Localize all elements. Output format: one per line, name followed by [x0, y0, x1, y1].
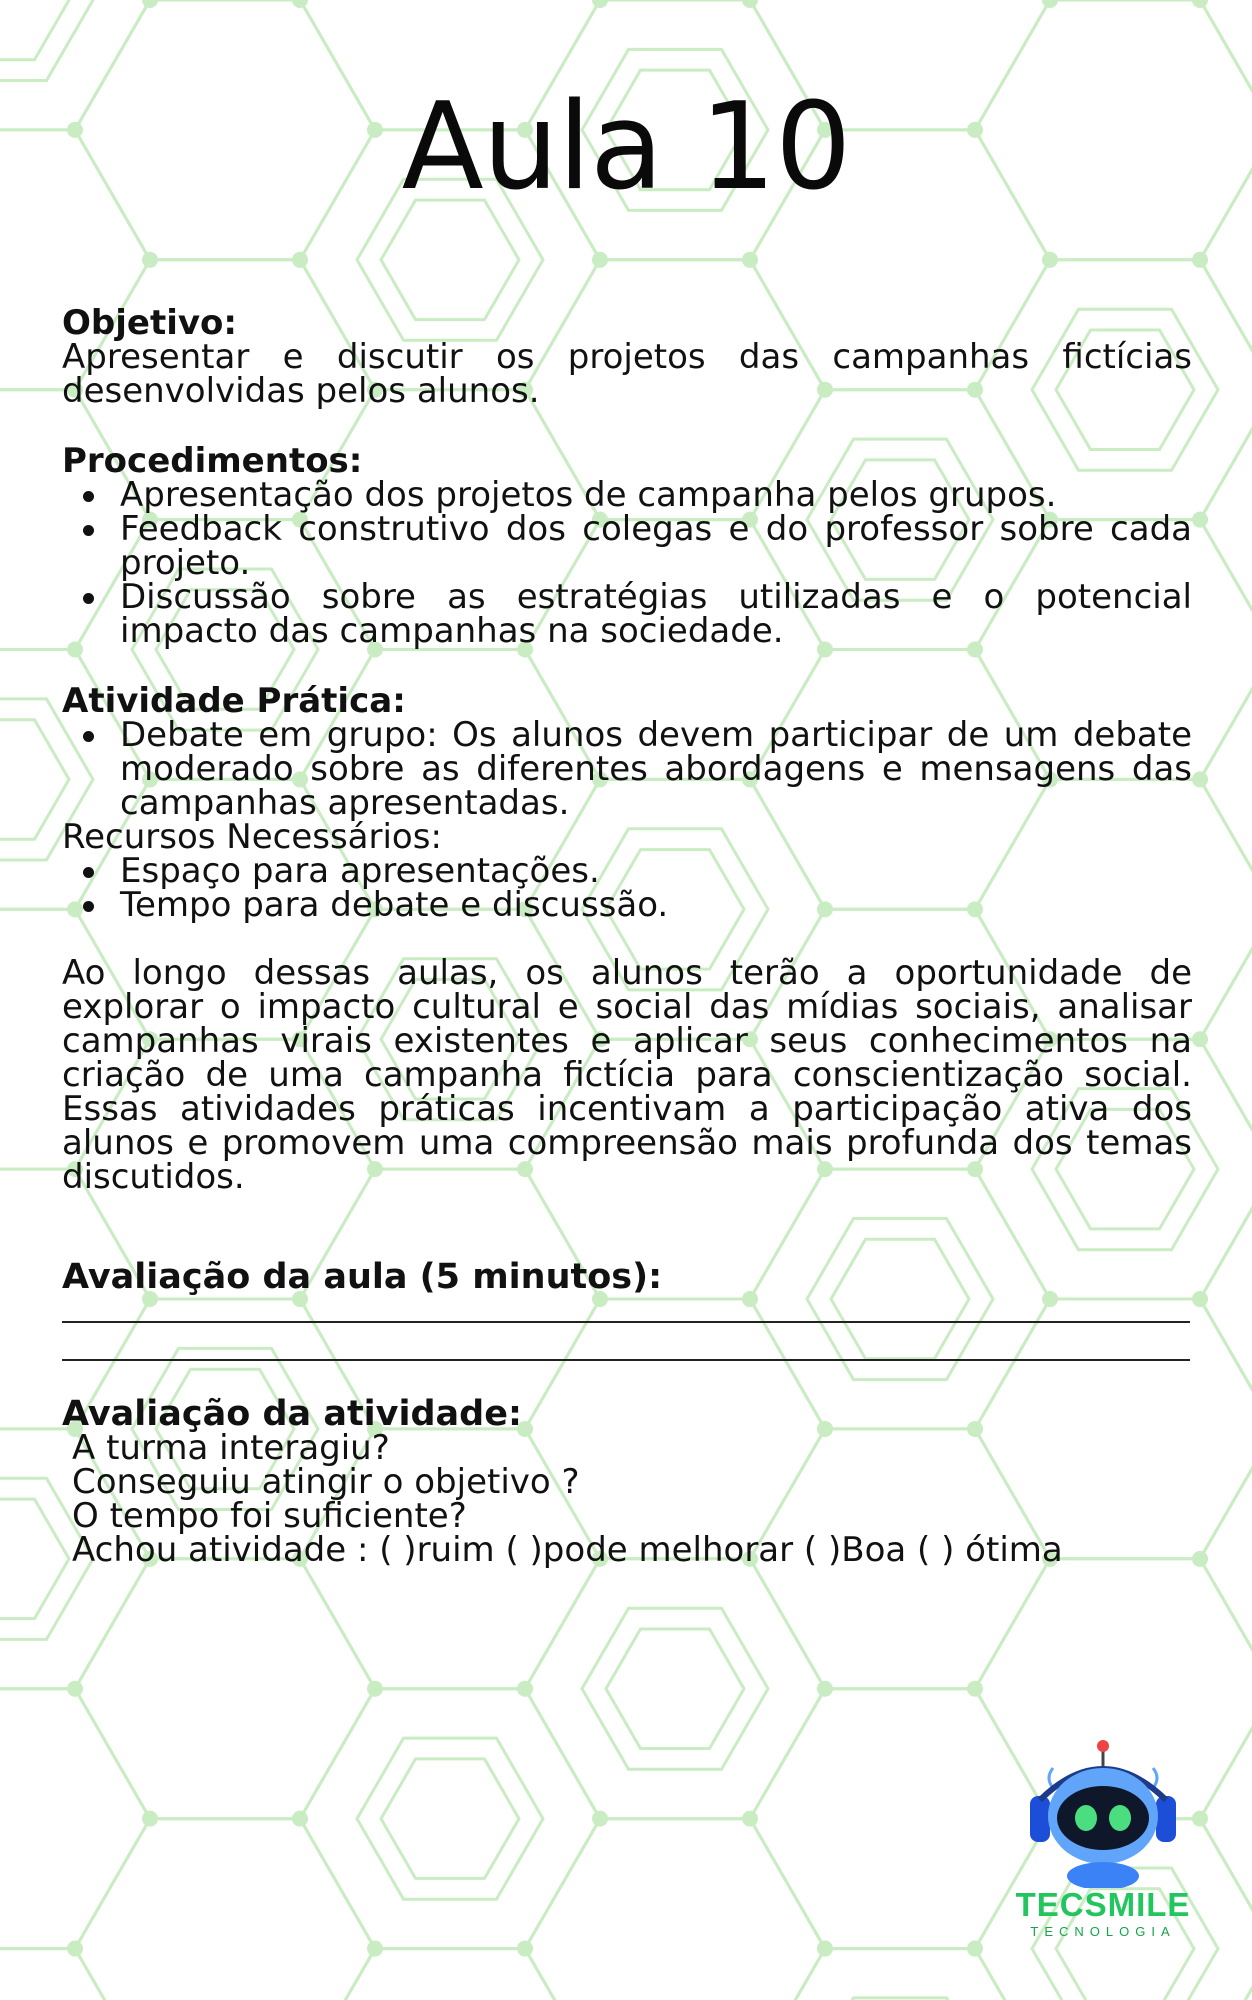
list-item: Feedback construtivo dos colegas e do professor sobre cada projeto.: [120, 509, 1192, 583]
list-item: Espaço para apresentações.: [120, 854, 1192, 888]
avaliacao-atividade-heading: Avaliação da atividade:: [62, 1394, 522, 1434]
objetivo-text: Apresentar e discutir os projetos das campanhas fictícias desenvolvidas pelos alunos.: [62, 337, 1192, 411]
list-item: Discussão sobre as estratégias utilizadas e o potencial impacto das campanhas na sociedade.: [120, 577, 1192, 651]
list-item: Debate em grupo: Os alunos devem participar de um debate moderado sobre as diferentes abordagens e mensagens das campanhas apresentadas.: [120, 715, 1192, 823]
recursos-label: Recursos Necessários:: [62, 817, 442, 857]
evaluation-question: A turma interagiu?: [72, 1428, 390, 1468]
tecsmile-logo: [998, 1738, 1208, 1948]
atividade-heading: Atividade Prática:: [62, 681, 406, 721]
logo-subtitle: TECNOLOGIA: [1030, 1924, 1176, 1939]
answer-line: [62, 1359, 1190, 1361]
avaliacao-aula-heading: Avaliação da aula (5 minutos):: [62, 1257, 663, 1297]
page-title: Aula 10: [401, 78, 851, 217]
logo-name: TECSMILE: [1015, 1886, 1191, 1923]
list-item: Tempo para debate e discussão.: [120, 888, 1192, 922]
evaluation-question: Achou atividade : ( )ruim ( )pode melhorar ( )Boa ( ) ótima: [72, 1530, 1063, 1570]
objetivo-heading: Objetivo:: [62, 303, 237, 343]
procedimentos-heading: Procedimentos:: [62, 441, 363, 481]
answer-line: [62, 1321, 1190, 1323]
robot-mascot-icon: [998, 1738, 1208, 1888]
evaluation-question: O tempo foi suficiente?: [72, 1496, 467, 1536]
closing-paragraph: Ao longo dessas aulas, os alunos terão a oportunidade de explorar o impacto cultural e social das mídias sociais, analisar campanhas virais existentes e aplicar seus conhecimentos na criação de uma campanha fictícia para conscientização social. Essas atividades práticas incentivam a participação ativa dos alunos e promovem uma compreensão mais profunda dos temas discutidos.: [62, 953, 1192, 1197]
lesson-content: [62, 303, 1192, 1570]
list-item: Apresentação dos projetos de campanha pelos grupos.: [120, 478, 1192, 512]
procedimentos-list: [62, 475, 1192, 651]
evaluation-question: Conseguiu atingir o objetivo ?: [72, 1462, 580, 1502]
recursos-list: [62, 851, 1192, 925]
atividade-list: [62, 715, 1192, 823]
